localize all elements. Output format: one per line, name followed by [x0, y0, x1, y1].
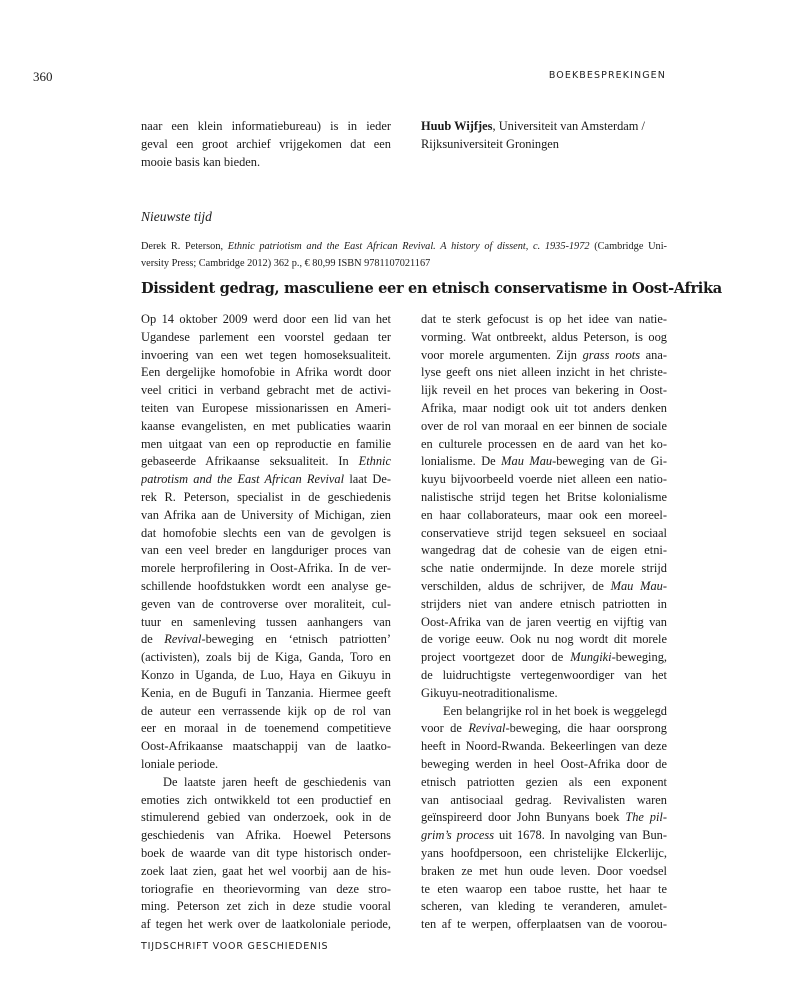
text-line: toriografie en theorievorming van deze stro-: [141, 881, 391, 896]
text-line: vorming. Wat ontbreekt, aldus Peterson, is oog: [421, 329, 667, 344]
text-line: project voortgezet door de Mungiki-beweging,: [421, 650, 667, 665]
text-line: scheren, van kleding te veranderen, amulet-: [421, 899, 667, 914]
text-line: teiten van Europese missionarissen en Ameri-: [141, 400, 391, 415]
text-line: Een belangrijke rol in het boek is weggelegd: [443, 703, 667, 718]
text-line: dat te sterk gefocust is op het idee van natie-: [421, 312, 667, 326]
italic-term: grim’s process: [421, 828, 495, 843]
running-head: BOEKBESPREKINGEN: [548, 70, 666, 81]
text-line: Gikuyu-neotraditionalisme.: [421, 685, 558, 700]
text-line: voor morele argumenten. Zijn grass roots ana-: [421, 347, 667, 362]
text-line: beweging werden in heel Oost-Afrika door de: [421, 756, 667, 771]
text-line: geschiedenis van Afrika. Hoewel Petersons: [141, 828, 391, 843]
text-line: loniale periode.: [141, 756, 219, 771]
text-line: grim’s process uit 1678. In navolging van Bun-: [421, 828, 667, 843]
text-line: Konzo in Uganda, de Luo, Haya en Gikuyu in: [141, 667, 391, 682]
text-line: eer en moraal in de toenemend competitieve: [141, 721, 391, 736]
text-line: lyse geeft ons niet alleen inzicht in het christe-: [421, 365, 667, 380]
text-line: Oost-Afrika van de jaren veertig en vijftig van: [421, 614, 667, 629]
book-author: Derek R. Peterson,: [141, 241, 228, 252]
text-line: en haar collaborateurs, maar ook een moreel-: [421, 507, 667, 522]
text-line: conservatieve strijd tegen seksueel en sociaal: [421, 525, 667, 540]
text-line: Ugandese parlement een voorstel gedaan ter: [141, 329, 391, 344]
reviewer-name: Huub Wijfjes: [421, 119, 493, 133]
journal-footer: TIJDSCHRIFT VOOR GESCHIEDENIS: [141, 941, 329, 952]
page-number: 360: [33, 69, 53, 84]
italic-term: Revival: [468, 721, 506, 736]
publisher-info-2: versity Press; Cambridge 2012) 362 p., € 80,99 ISBN 9781107021167: [141, 258, 431, 269]
italic-term: Mau Mau: [501, 454, 553, 469]
text-line: de vorige eeuw. Ook nu nog wordt dit morele: [421, 632, 667, 647]
italic-term: grass roots: [582, 347, 641, 362]
text-line: van een veel breder en langduriger proces van: [141, 543, 391, 558]
text-line: Kenia, en de Bugufi in Tanzania. Hiermee geeft: [141, 685, 391, 700]
text-line: kuyu bijvoorbeeld voerde niet alleen een natio-: [421, 472, 667, 487]
text-line: Een dergelijke homofobie in Afrika wordt door: [141, 365, 391, 380]
text-line: yans hoofdpersoon, een christelijke Elckerlijc,: [421, 845, 667, 860]
body-column-right: [421, 311, 667, 934]
text-line: Afrika, maar nodigt ook uit tot anders denken: [421, 400, 667, 415]
text-line: te eten waarop een taboe rustte, het haar te: [421, 881, 667, 896]
publisher-info: (Cambridge Uni-: [589, 241, 667, 252]
text-line: (activisten), zoals bij de Kiga, Ganda, Toro en: [141, 650, 391, 665]
text-line: dat homofobie slechts een van de gevolgen is: [141, 525, 391, 540]
text-line: morele herprofilering in Oost-Afrika. In de ver-: [141, 561, 391, 576]
text-line: de luidruchtigste vertegenwoordiger van het: [421, 667, 667, 682]
text-line: emoties zich ontwikkeld tot een productief en: [141, 792, 391, 807]
body-column-left: [141, 311, 391, 934]
text-line: de auteur een verrassende kijk op de rol van: [141, 703, 391, 718]
text-line: strijders niet van andere etnisch patriotten in: [421, 596, 667, 611]
text-line: lijk reveil en het proces van bekering in Oost-: [421, 383, 667, 398]
italic-term: Mungiki: [570, 650, 612, 665]
text-line: verschilden, aldus de schrijver, de Mau Mau-: [421, 578, 667, 593]
text-line: lonialisme. De Mau Mau-beweging van de Gi-: [421, 454, 667, 469]
text-line: heeft in Noord-Rwanda. Bekeerlingen van deze: [421, 739, 667, 754]
reviewer-affiliation-2: Rijksuniversiteit Groningen: [421, 136, 560, 151]
italic-term: The pil-: [625, 810, 667, 825]
text-line: tuur en samenleving tussen aanhangers van: [141, 614, 391, 629]
text-line: de Revival-beweging en ‘etnisch patriotten’: [141, 632, 391, 647]
text-line: geven van de controverse over moraliteit, cul-: [141, 596, 391, 611]
italic-term: patrotism and the East African Revival: [141, 472, 345, 487]
text-line: patrotism and the East African Revival laat De-: [141, 472, 391, 487]
text-line: naar een klein informatiebureau) is in ieder: [141, 119, 391, 133]
text-line: geval een groot archief vrijgekomen dat een: [141, 136, 391, 151]
text-line: en culturele processen en de aard van het ko-: [421, 436, 667, 451]
text-line: mooie basis kan bieden.: [141, 154, 261, 169]
italic-term: Ethnic: [358, 454, 391, 469]
book-title: Ethnic patriotism and the East African Revival. A history of dissent, c. 1935-1972: [227, 241, 590, 252]
text-line: boek de waarde van dit type historisch onder-: [141, 845, 391, 860]
text-line: kaanse evangelisten, en met publicaties waarin: [141, 418, 391, 433]
text-line: geïnspireerd door John Bunyans boek The pil-: [421, 810, 667, 825]
text-line: af tegen het werk over de laatkoloniale periode,: [141, 917, 391, 932]
text-line: veel critici in verband gebracht met de activi-: [141, 383, 391, 398]
text-line: men uitgaat van een op reproductie en familie: [141, 436, 391, 451]
text-line: schillende hoofdstukken wordt een analyse ge-: [141, 578, 391, 593]
text-line: ten af te werpen, offerplaatsen van de voorou-: [421, 917, 667, 932]
review-title: Dissident gedrag, masculiene eer en etnisch conservatisme in Oost-Afrika: [141, 280, 722, 297]
text-line: zoek laat zien, gaat het wel voorbij aan de his-: [141, 863, 391, 878]
text-line: wangedrag dat de cohesie van de eigen etni-: [421, 543, 667, 558]
text-line: gebaseerde Afrikaanse seksualiteit. In Ethnic: [141, 454, 391, 469]
text-line: Oost-Afrikaanse maatschappij van de laatko-: [141, 739, 391, 754]
text-line: Op 14 oktober 2009 werd door een lid van het: [141, 312, 391, 326]
text-line: van Afrika aan de University of Michigan, zien: [141, 507, 391, 522]
italic-term: Mau Mau: [610, 578, 663, 593]
text-line: braken ze met hun oude leven. Door voedsel: [421, 863, 667, 878]
text-line: etnisch patriotten gezien als een exponent: [421, 774, 667, 789]
italic-term: Revival: [164, 632, 202, 647]
text-line: nalistische strijd tegen het Britse kolonialisme: [421, 489, 667, 504]
text-line: voor de Revival-beweging, die haar oorsprong: [421, 721, 667, 736]
text-line: ming. Peterson zet zich in deze studie vooral: [141, 899, 391, 914]
text-line: sche natie ondermijnde. In deze morele strijd: [421, 561, 667, 576]
reviewer-affiliation: , Universiteit van Amsterdam /: [492, 119, 645, 133]
text-line: over de rol van moraal en eer binnen de sociale: [421, 418, 667, 433]
section-heading: Nieuwste tijd: [141, 209, 212, 224]
previous-review-closing: [141, 118, 391, 171]
bibliographic-entry: [141, 238, 667, 272]
text-line: De laatste jaren heeft de geschiedenis van: [163, 774, 391, 789]
reviewer-signature: [421, 118, 667, 154]
text-line: van antisociaal gedrag. Revivalisten waren: [421, 792, 667, 807]
text-line: stimulerend gebied van onderzoek, ook in de: [141, 810, 391, 825]
text-line: invoering van een wet tegen homoseksualiteit.: [141, 347, 391, 362]
text-line: rek R. Peterson, specialist in de geschiedenis: [141, 489, 391, 504]
